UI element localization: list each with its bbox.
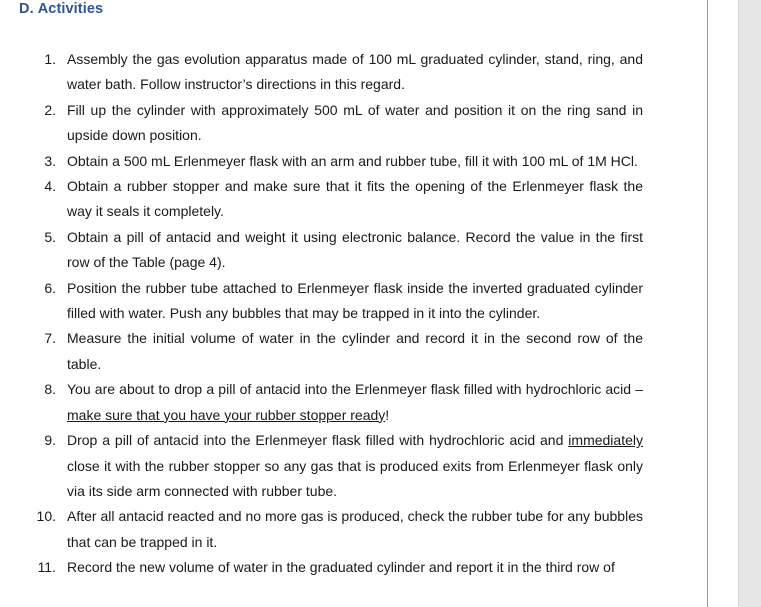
item-text-part: close it with the rubber stopper so any gas that is produced exits from Erlenmeyer flask only via its side arm connected with rubber tube. [67,457,643,499]
list-item [0,326,707,377]
list-item [0,47,707,98]
item-text: Obtain a rubber stopper and make sure that it fits the opening of the Erlenmeyer flask the way it seals it completely. [67,178,643,220]
item-text: Obtain a pill of antacid and weight it using electronic balance. Record the value in the first row of the Table (page 4). [67,228,643,271]
list-item [0,504,707,555]
underlined-emphasis: immediately [568,432,643,449]
item-text: Record the new volume of water in the graduated cylinder and report it in the third row of [67,559,615,576]
item-text: Obtain a 500 mL Erlenmeyer flask with an arm and rubber tube, fill it with 100 mL of 1M HCl. [67,152,638,169]
list-item [0,428,707,504]
list-item [0,149,707,174]
item-number: 7. [44,330,56,347]
item-text-part: ! [385,406,390,423]
underlined-emphasis: make sure that you have your rubber stopper ready [67,406,386,423]
section-label: D. [19,1,34,17]
item-number: 6. [44,279,56,296]
item-text-part: You are about to drop a pill of antacid into the Erlenmeyer flask filled with hydrochloric acid – [67,381,643,398]
item-text [67,377,643,428]
section-heading [19,1,103,17]
item-text: Measure the initial volume of water in the cylinder and record it in the second row of the table. [67,330,643,372]
item-number: 4. [44,178,56,195]
item-number: 11. [37,559,56,576]
list-item [0,555,707,580]
item-number: 3. [44,152,56,169]
item-number: 2. [44,101,56,118]
item-text-part: Drop a pill of antacid into the Erlenmeyer flask filled with hydrochloric acid and [67,432,569,449]
item-text: Assembly the gas evolution apparatus made of 100 mL graduated cylinder, stand, ring, and water bath. Follow instructor’s directions in this regard. [67,51,643,93]
item-number: 9. [44,432,56,449]
page-gutter [708,0,738,607]
item-number: 5. [44,228,56,245]
section-title: Activities [37,1,104,17]
item-text: After all antacid reacted and no more gas is produced, check the rubber tube for any bubbles that can be trapped in it. [67,508,643,550]
list-item [0,276,707,327]
item-text: Position the rubber tube attached to Erlenmeyer flask inside the inverted graduated cylinder filled with water. Push any bubbles that may be trapped in it into the cylinder. [67,279,643,322]
item-text [67,428,643,504]
activities-list [0,47,707,581]
item-text: Fill up the cylinder with approximately 500 mL of water and position it on the ring sand in upside down position. [67,101,643,144]
item-number: 10. [36,508,56,525]
list-item [0,225,707,276]
list-item [0,377,707,428]
vertical-scrollbar[interactable] [738,0,761,607]
item-number: 8. [44,381,56,398]
list-item [0,98,707,149]
item-number: 1. [44,51,56,67]
list-item [0,174,707,225]
